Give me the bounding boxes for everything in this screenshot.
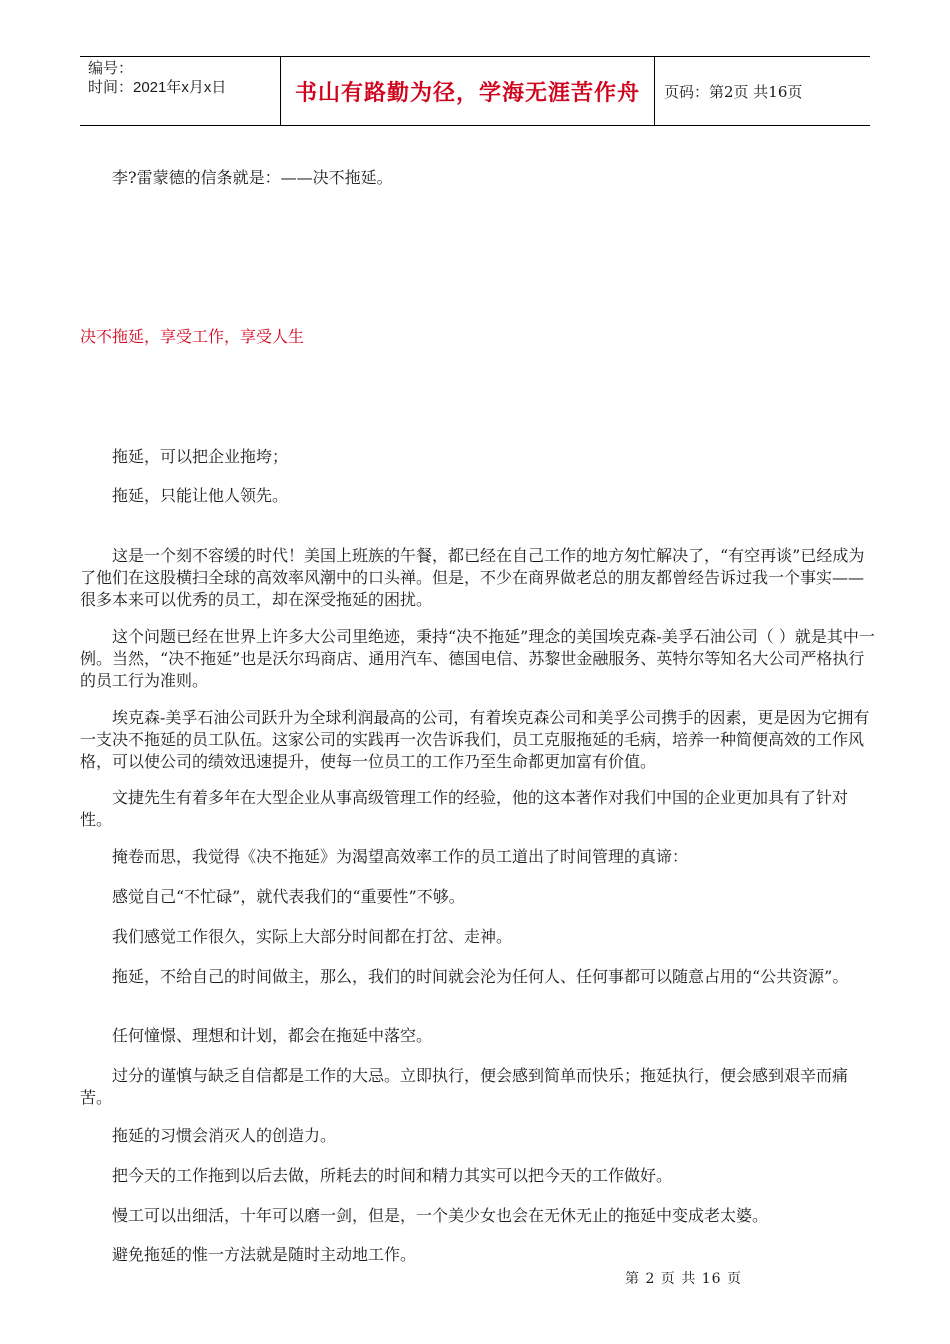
paragraph: 慢工可以出细活，十年可以磨一剑，但是，一个美少女也会在无休无止的拖延中变成老太婆。 [112, 1206, 769, 1225]
paragraph: 把今天的工作拖到以后去做，所耗去的时间和精力其实可以把今天的工作做好。 [112, 1166, 673, 1185]
paragraph: 过分的谨慎与缺乏自信都是工作的大忌。立即执行，便会感到简单而快乐；拖延执行，便会感到艰辛而痛苦。 [80, 1066, 849, 1107]
paragraph: 感觉自己“不忙碌”，就代表我们的“重要性”不够。 [112, 887, 465, 906]
paragraph: 文捷先生有着多年在大型企业从事高级管理工作的经验，他的这本著作对我们中国的企业更加具有了针对性。 [80, 788, 849, 829]
header-table [80, 56, 870, 126]
header-meta-cell [80, 57, 281, 125]
paragraph-credo: 李?雷蒙德的信条就是：——决不拖延。 [112, 168, 393, 187]
section-heading: 决不拖延，享受工作，享受人生 [80, 327, 305, 346]
paragraph: 埃克森-美孚石油公司跃升为全球利润最高的公司，有着埃克森公司和美孚公司携手的因素，更是因为它拥有一支决不拖延的员工队伍。这家公司的实践再一次告诉我们，员工克服拖延的毛病，培养一种简便高效的工作风格，可以使公司的绩效迅速提升，使每一位员工的工作乃至生命都更加富有价值。 [80, 708, 870, 771]
header-page-info: 页码：第2页 共16页 [664, 82, 803, 101]
paragraph: 拖延的习惯会消灭人的创造力。 [112, 1126, 337, 1145]
paragraph: 拖延，可以把企业拖垮； [112, 447, 289, 466]
time-label: 时间：2021年x月x日 [88, 79, 227, 96]
page-footer: 第 2 页 共 16 页 [625, 1271, 742, 1287]
paragraph: 我们感觉工作很久，实际上大部分时间都在打岔、走神。 [112, 927, 513, 946]
paragraph: 避免拖延的惟一方法就是随时主动地工作。 [112, 1245, 417, 1264]
paragraph: 拖延，不给自己的时间做主，那么，我们的时间就会沦为任何人、任何事都可以随意占用的“公共资源”。 [112, 967, 849, 986]
paragraph: 任何憧憬、理想和计划，都会在拖延中落空。 [112, 1026, 433, 1045]
paragraph: 这是一个刻不容缓的时代！美国上班族的午餐，都已经在自己工作的地方匆忙解决了，“有空再谈”已经成为了他们在这股横扫全球的高效率风潮中的口头禅。但是，不少在商界做老总的朋友都曾经告诉过我一个事实——很多本来可以优秀的员工，却在深受拖延的困扰。 [80, 546, 865, 609]
paragraph: 掩卷而思，我觉得《决不拖延》为渴望高效率工作的员工道出了时间管理的真谛： [112, 847, 689, 866]
paragraph: 这个问题已经在世界上许多大公司里绝迹，秉持“决不拖延”理念的美国埃克森-美孚石油公司（ ）就是其中一例。当然，“决不拖延”也是沃尔玛商店、通用汽车、德国电信、苏黎世金融服务、英特尔等知名大公司严格执行的员工行为准则。 [80, 627, 875, 690]
header-motto: 书山有路勤为径，学海无涯苦作舟 [281, 57, 655, 125]
paragraph: 拖延，只能让他人领先。 [112, 486, 289, 505]
number-label: 编号： [88, 60, 134, 77]
